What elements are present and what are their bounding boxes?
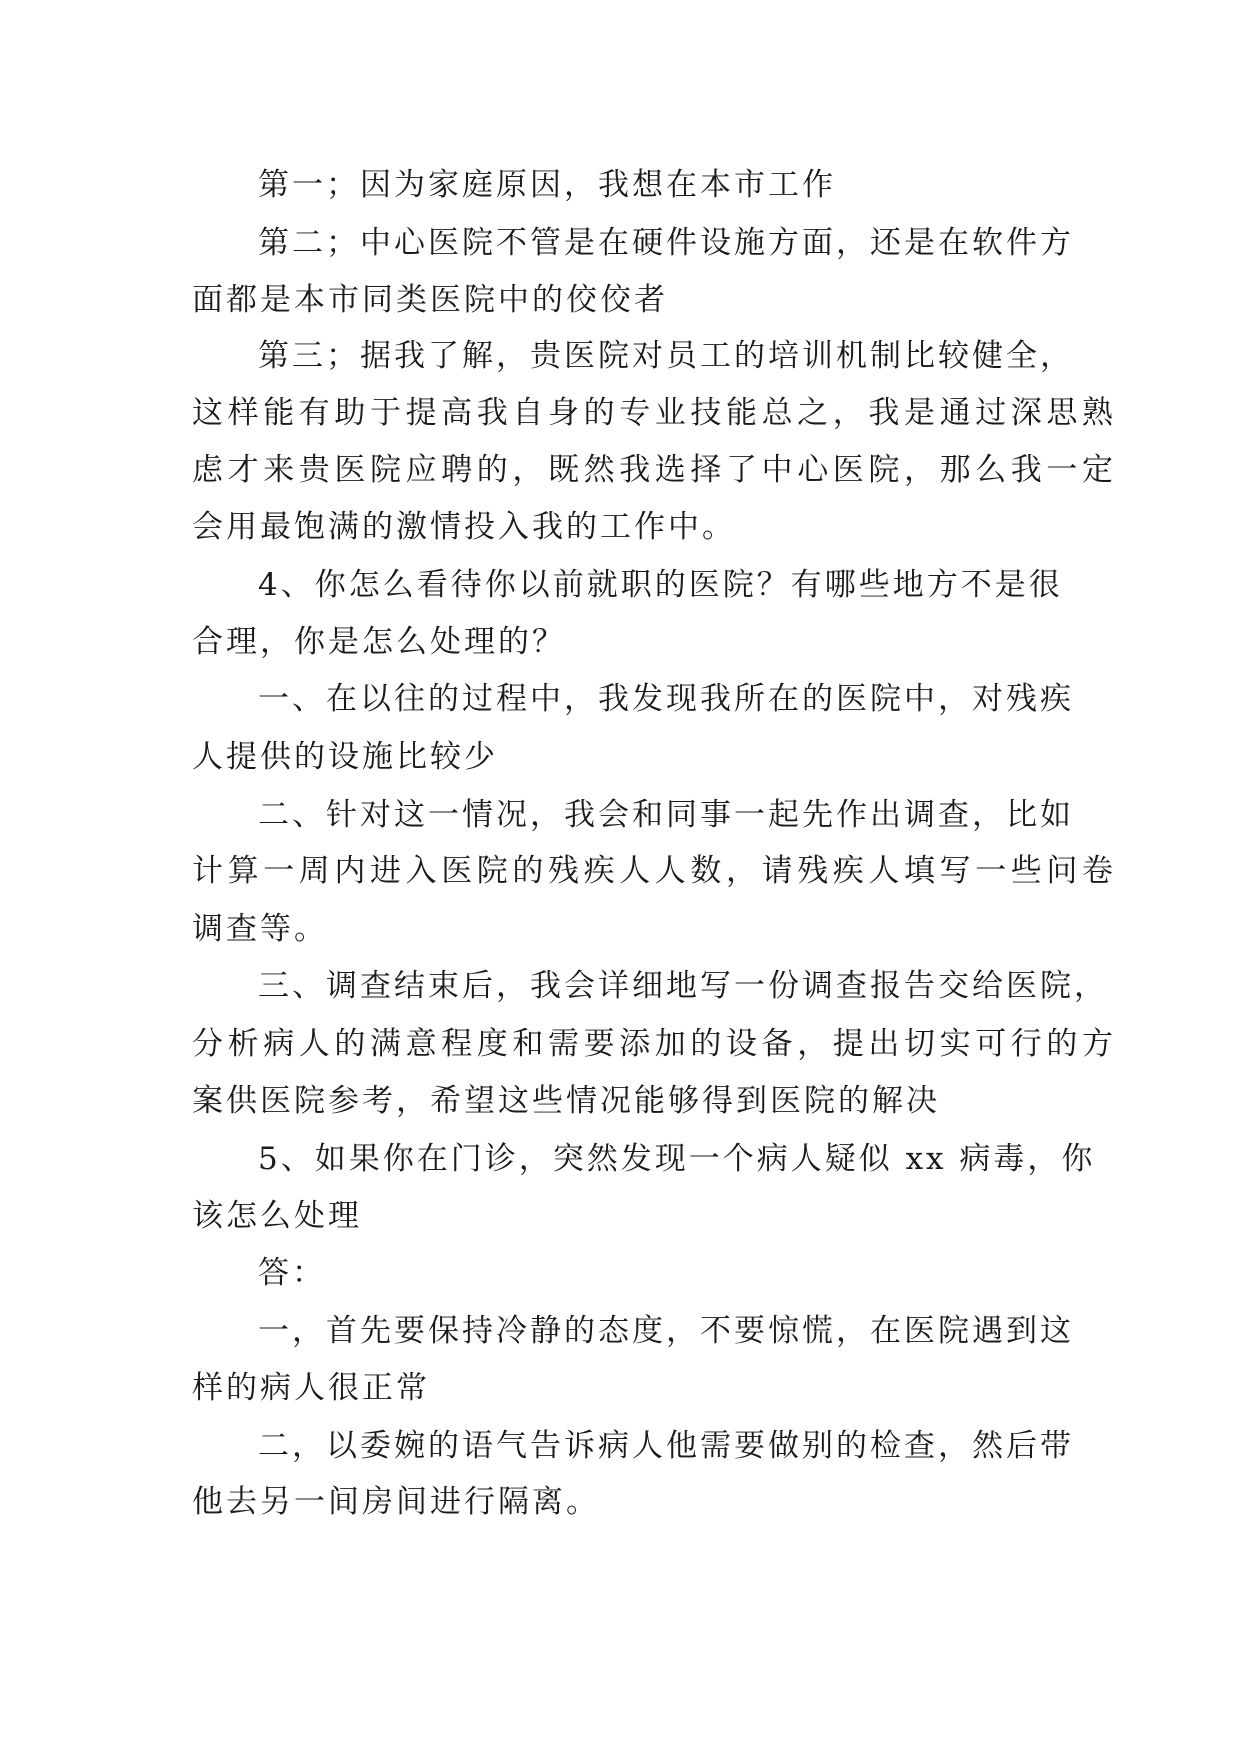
text-line: 5、如果你在门诊，突然发现一个病人疑似 xx 病毒，你 [258,1141,1096,1177]
text-line: 二、针对这一情况，我会和同事一起先作出调查，比如 [258,797,1074,833]
text-line: 答： [258,1255,326,1291]
text-line: 第三；据我了解，贵医院对员工的培训机制比较健全， [258,338,1074,374]
text-line: 一，首先要保持冷静的态度，不要惊慌，在医院遇到这 [258,1313,1074,1349]
text-line: 合理，你是怎么处理的？ [192,624,566,660]
text-line: 分析病人的满意程度和需要添加的设备，提出切实可行的方 [192,1026,1118,1062]
text-line: 三、调查结束后，我会详细地写一份调查报告交给医院， [258,968,1108,1004]
text-line: 4、你怎么看待你以前就职的医院？有哪些地方不是很 [258,567,1063,603]
text-line: 该怎么处理 [192,1198,362,1234]
text-line: 会用最饱满的激情投入我的工作中。 [192,509,736,545]
text-line: 一、在以往的过程中，我发现我所在的医院中，对残疾 [258,681,1074,717]
text-line: 计算一周内进入医院的残疾人人数，请残疾人填写一些问卷 [192,853,1118,889]
text-line: 面都是本市同类医院中的佼佼者 [192,282,668,318]
text-line: 第二；中心医院不管是在硬件设施方面，还是在软件方 [258,225,1074,261]
text-line: 人提供的设施比较少 [192,739,498,775]
text-line: 他去另一间房间进行隔离。 [192,1484,600,1520]
text-line: 调查等。 [192,911,328,947]
text-line: 这样能有助于提高我自身的专业技能总之，我是通过深思熟 [192,395,1118,431]
text-line: 案供医院参考，希望这些情况能够得到医院的解决 [192,1083,940,1119]
text-line: 虑才来贵医院应聘的，既然我选择了中心医院，那么我一定 [192,452,1118,488]
text-line: 样的病人很正常 [192,1370,430,1406]
text-line: 二，以委婉的语气告诉病人他需要做别的检查，然后带 [258,1428,1074,1464]
text-line: 第一；因为家庭原因，我想在本市工作 [258,167,836,203]
